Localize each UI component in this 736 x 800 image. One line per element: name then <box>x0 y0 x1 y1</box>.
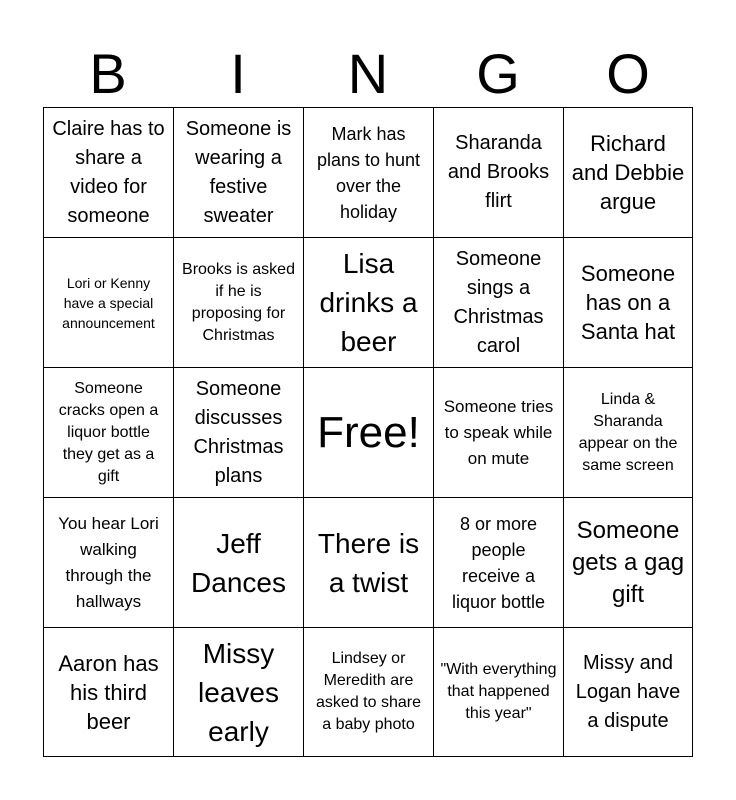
bingo-cell[interactable] <box>303 497 433 627</box>
cell-text: Mark has plans to hunt over the holiday <box>316 123 421 222</box>
bingo-cell[interactable] <box>433 237 563 367</box>
cell-text: Someone gets a gag gift <box>571 516 685 608</box>
bingo-cell[interactable] <box>43 627 173 757</box>
bingo-cell[interactable] <box>173 627 303 757</box>
bingo-cell[interactable] <box>433 497 563 627</box>
cell-text: Lindsey or Meredith are asked to share a baby photo <box>316 650 421 733</box>
cell-text: Claire has to share a video for someone <box>52 117 165 227</box>
free-space-text: Free! <box>317 407 420 457</box>
cell-text: Richard and Debbie argue <box>571 131 685 214</box>
header-letter-n: N <box>347 42 389 105</box>
bingo-cell[interactable] <box>43 237 173 367</box>
bingo-cell[interactable] <box>173 107 303 237</box>
cell-text: Linda & Sharanda appear on the same screen <box>578 390 678 474</box>
bingo-cell[interactable] <box>563 497 693 627</box>
cell-text: Lori or Kenny have a special announcement <box>62 274 155 331</box>
header-letter-b: B <box>89 42 127 105</box>
bingo-cell[interactable] <box>43 107 173 237</box>
bingo-cell[interactable] <box>303 627 433 757</box>
header-letter-i: I <box>230 42 246 105</box>
bingo-cell[interactable] <box>433 367 563 497</box>
bingo-cell[interactable] <box>303 237 433 367</box>
bingo-cell[interactable] <box>173 237 303 367</box>
cell-text: Lisa drinks a beer <box>319 248 418 357</box>
cell-text: Someone sings a Christmas carol <box>453 247 544 357</box>
cell-text: Missy leaves early <box>198 637 279 747</box>
bingo-cell[interactable] <box>563 107 693 237</box>
header-letter-g: G <box>476 42 520 105</box>
bingo-cell[interactable] <box>563 627 693 757</box>
cell-text: Someone discusses Christmas plans <box>193 377 284 487</box>
cell-text: "With everything that happened this year" <box>440 661 557 722</box>
cell-text: Jeff Dances <box>191 527 286 598</box>
cell-text: Aaron has his third beer <box>58 650 159 734</box>
cell-text: Brooks is asked if he is proposing for Christmas <box>182 260 295 344</box>
header-letter-o: O <box>606 42 650 105</box>
bingo-cell-free[interactable] <box>303 367 433 497</box>
bingo-cell[interactable] <box>173 497 303 627</box>
bingo-cell[interactable] <box>433 107 563 237</box>
bingo-header <box>43 40 693 108</box>
bingo-cell[interactable] <box>303 107 433 237</box>
cell-text: Someone tries to speak while on mute <box>443 396 554 468</box>
cell-text: You hear Lori walking through the hallways <box>58 513 159 611</box>
bingo-cell[interactable] <box>43 497 173 627</box>
bingo-cell[interactable] <box>563 367 693 497</box>
bingo-board <box>43 107 693 757</box>
cell-text: There is a twist <box>317 527 420 598</box>
cell-text: Someone is wearing a festive sweater <box>185 117 292 227</box>
cell-text: Someone has on a Santa hat <box>580 261 676 344</box>
cell-text: Missy and Logan have a dispute <box>575 651 681 732</box>
bingo-cell[interactable] <box>43 367 173 497</box>
bingo-cell[interactable] <box>433 627 563 757</box>
cell-text: 8 or more people receive a liquor bottle <box>451 513 546 612</box>
bingo-cell[interactable] <box>173 367 303 497</box>
cell-text: Sharanda and Brooks flirt <box>447 132 550 212</box>
bingo-cell[interactable] <box>563 237 693 367</box>
cell-text: Someone cracks open a liquor bottle they get as a gift <box>58 379 159 485</box>
